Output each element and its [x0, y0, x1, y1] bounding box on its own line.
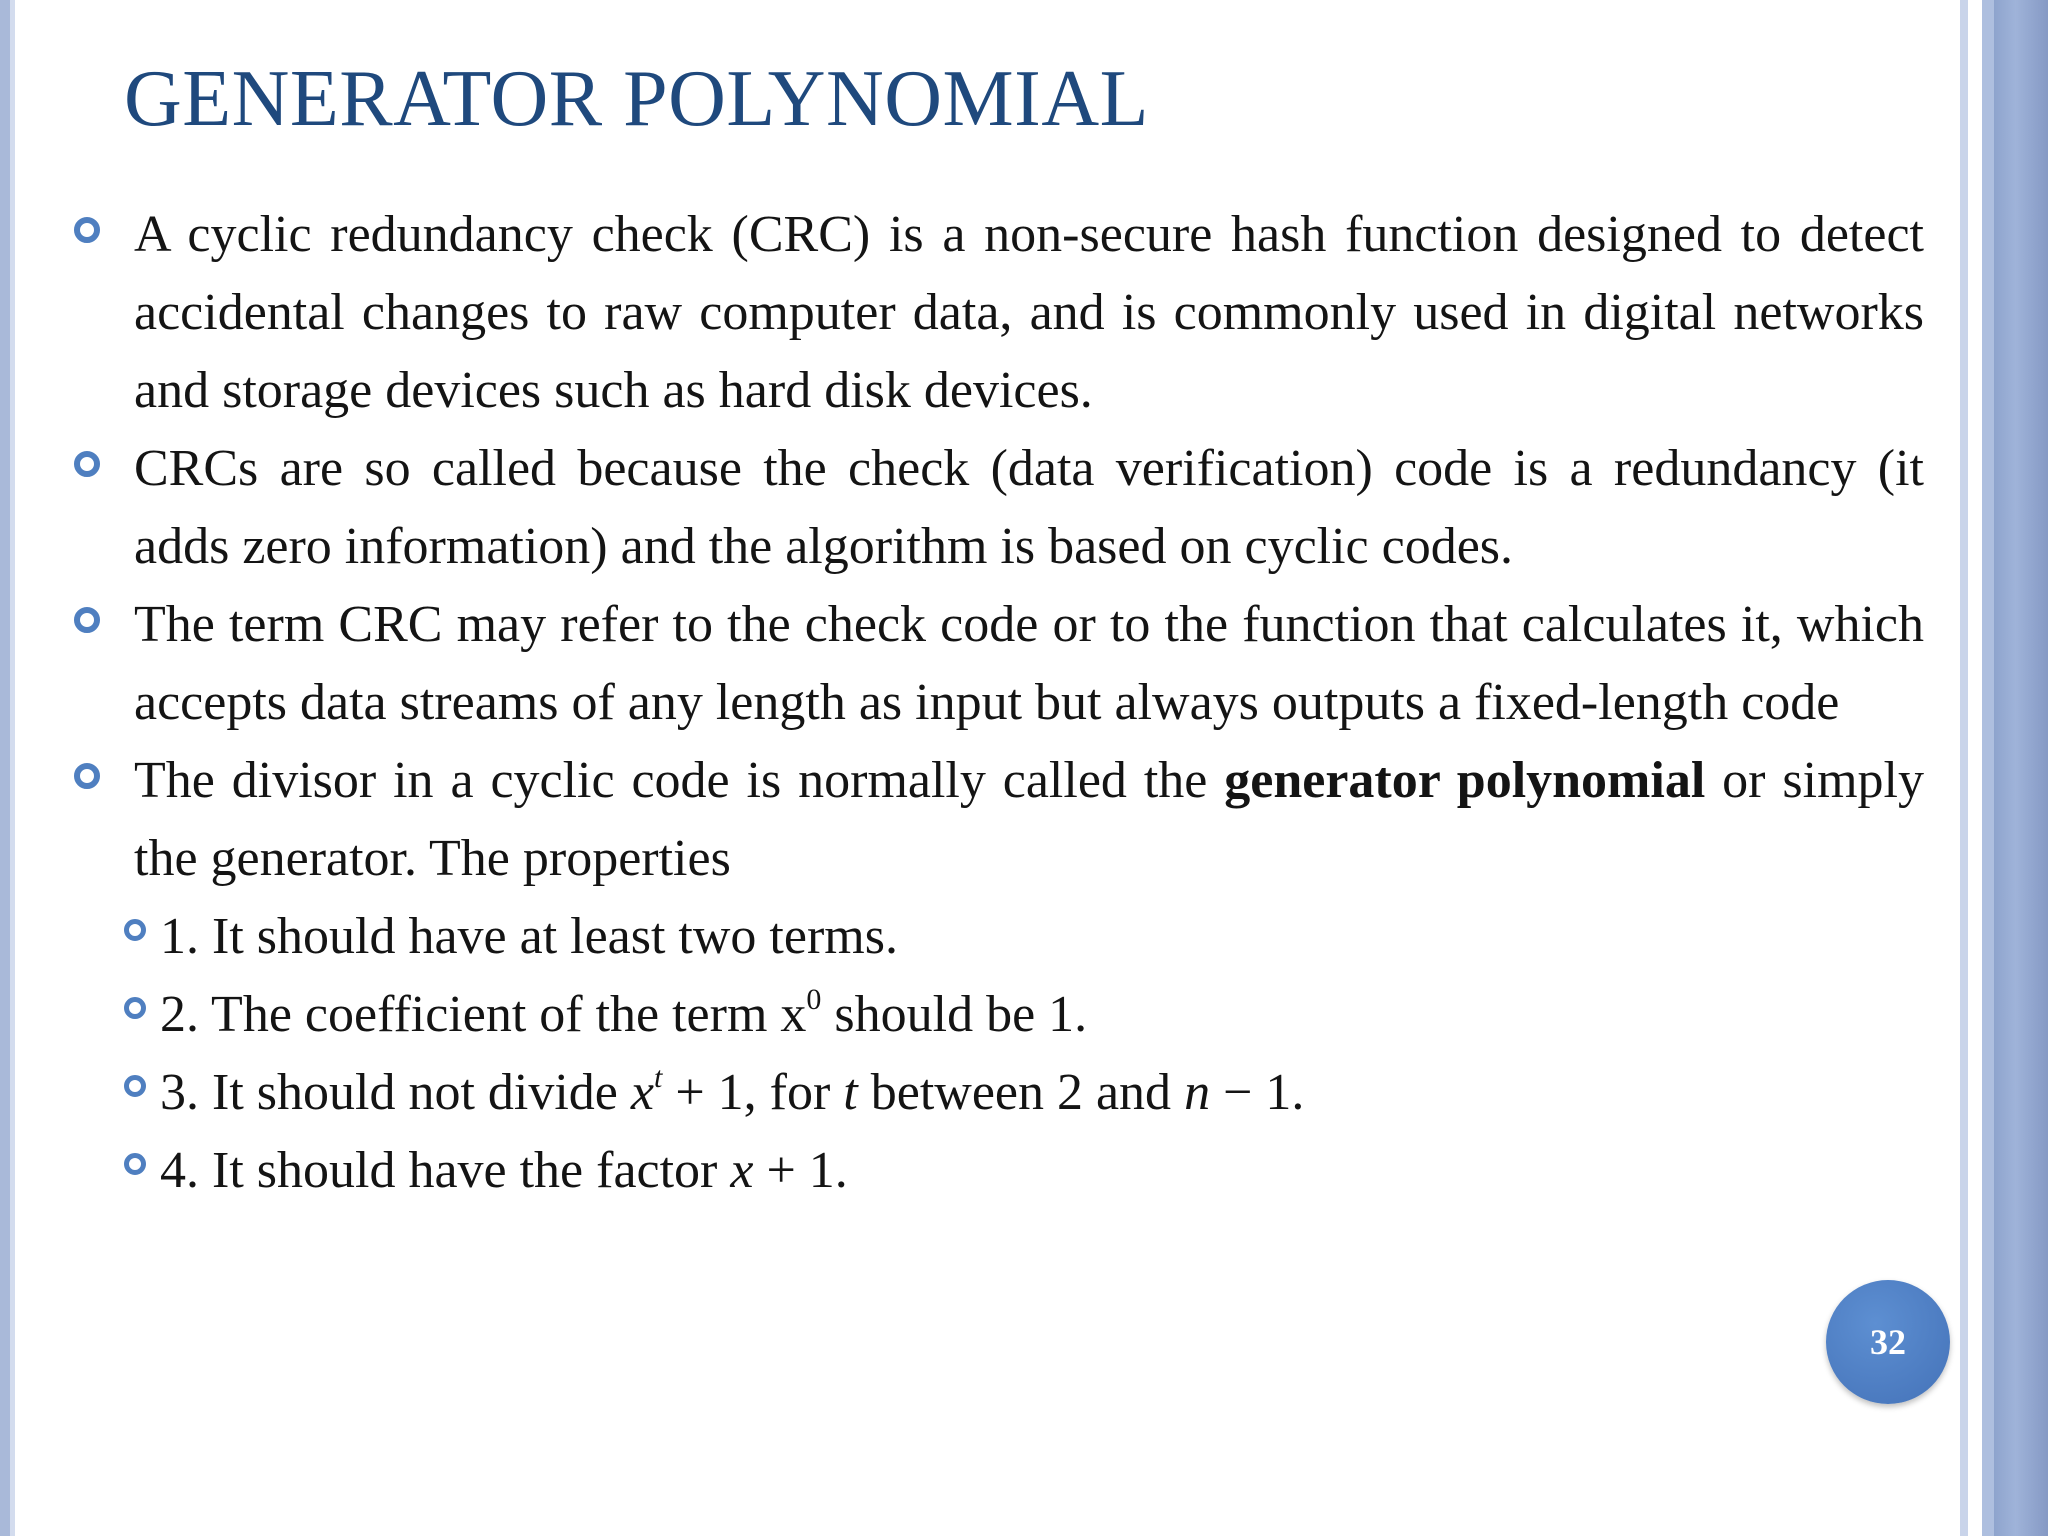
- bullet-bold-term: generator polynomial: [1224, 752, 1706, 809]
- superscript: 0: [806, 982, 822, 1016]
- frame-stripe-right-gap: [1968, 0, 1982, 1536]
- frame-stripe-right-inner: [1960, 0, 1968, 1536]
- slide-content: [66, 196, 1924, 1210]
- property-item: [124, 976, 1924, 1054]
- bullet-item: [66, 742, 1924, 898]
- bullet-circle-icon: [74, 217, 100, 243]
- math-variable: x: [630, 1064, 654, 1121]
- property-text: should be 1.: [821, 986, 1088, 1043]
- sub-bullet-circle-icon: [124, 997, 146, 1019]
- frame-stripe-left-inner: [10, 0, 15, 1536]
- property-text: 3. It should not divide: [160, 1064, 631, 1121]
- sub-bullet-circle-icon: [124, 1153, 146, 1175]
- bullet-text-suffix: or simply the generator. The properties: [134, 752, 1924, 887]
- frame-stripe-left: [0, 0, 10, 1536]
- bullet-item: [66, 586, 1924, 742]
- page-number-badge: [1826, 1280, 1950, 1404]
- frame-stripe-right-outer: [1994, 0, 2048, 1536]
- math-variable: x: [730, 1142, 754, 1199]
- bullet-item: [66, 430, 1924, 586]
- math-variable: n: [1184, 1064, 1211, 1121]
- bullet-circle-icon: [74, 763, 100, 789]
- property-item: [124, 898, 1924, 976]
- page-number: 32: [1870, 1322, 1906, 1362]
- bullet-text: A cyclic redundancy check (CRC) is a non-secure hash function designed to detect accidental changes to raw computer data, and is commonly used in digital networks and storage devices such as hard disk devices.: [134, 206, 1924, 419]
- property-text: 2. The coefficient of the term x: [160, 986, 807, 1043]
- bullet-text: CRCs are so called because the check (data verification) code is a redundancy (it adds zero information) and the algorithm is based on cyclic codes.: [134, 440, 1924, 575]
- property-text: 1. It should have at least two terms.: [160, 908, 898, 965]
- property-text: + 1.: [753, 1142, 848, 1199]
- bullet-text-prefix: The divisor in a cyclic code is normally called the: [134, 752, 1225, 809]
- bullet-circle-icon: [74, 451, 100, 477]
- bullet-circle-icon: [74, 607, 100, 633]
- slide-title: GENERATOR POLYNOMIAL: [124, 55, 1149, 143]
- bullet-item: [66, 196, 1924, 430]
- bullet-text: The term CRC may refer to the check code or to the function that calculates it, which accepts data streams of any length as input but always outputs a fixed-length code: [134, 596, 1924, 731]
- properties-list: [124, 898, 1924, 1210]
- superscript: t: [653, 1060, 663, 1094]
- property-text: − 1.: [1210, 1064, 1305, 1121]
- math-variable: t: [843, 1064, 858, 1121]
- property-text: 4. It should have the factor: [160, 1142, 731, 1199]
- property-text: between 2 and: [857, 1064, 1185, 1121]
- sub-bullet-circle-icon: [124, 1075, 146, 1097]
- property-item: [124, 1132, 1924, 1210]
- frame-stripe-right-mid: [1982, 0, 1994, 1536]
- sub-bullet-circle-icon: [124, 919, 146, 941]
- property-text: + 1, for: [662, 1064, 844, 1121]
- property-item: [124, 1054, 1924, 1132]
